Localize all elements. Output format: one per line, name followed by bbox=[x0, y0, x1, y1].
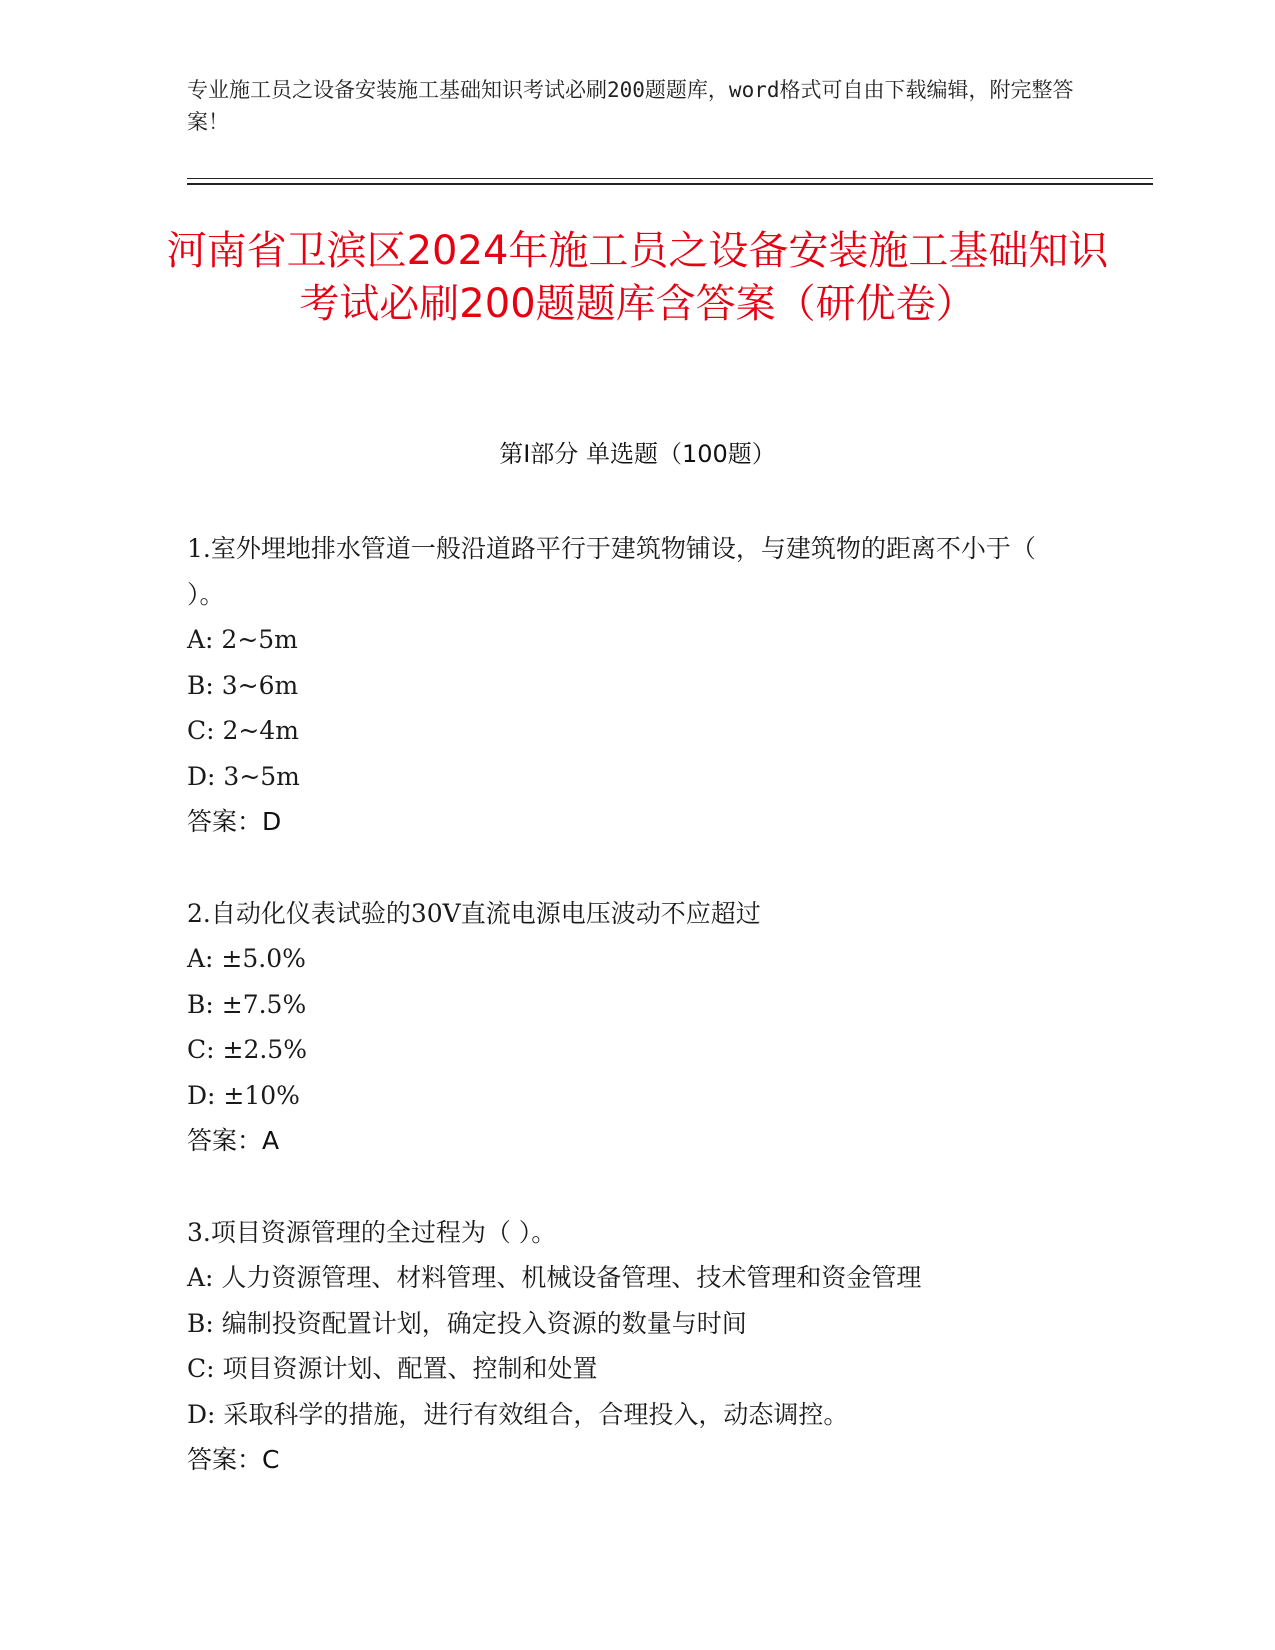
option-d: D: ±10% bbox=[187, 1080, 300, 1110]
option-c: C: 2~4m bbox=[187, 716, 299, 745]
option-c: C: ±2.5% bbox=[187, 1035, 307, 1064]
question-stem: 1.室外埋地排水管道一般沿道路平行于建筑物铺设，与建筑物的距离不小于（ ）。 bbox=[187, 534, 1044, 609]
answer-line: 答案：A bbox=[187, 1126, 280, 1155]
header-rule-top bbox=[187, 178, 1153, 179]
option-a: A: ±5.0% bbox=[187, 944, 306, 973]
question-2 bbox=[187, 891, 1087, 1164]
document-title: 河南省卫滨区2024年施工员之设备安装施工基础知识考试必刷200题题库含答案（研优卷） bbox=[166, 228, 1109, 327]
answer-line: 答案：C bbox=[187, 1445, 280, 1474]
answer-line: 答案：D bbox=[187, 807, 282, 836]
question-1 bbox=[187, 526, 1087, 845]
header-rule-bottom bbox=[187, 183, 1153, 185]
question-list bbox=[187, 526, 1087, 1529]
option-c: C: 项目资源计划、配置、控制和处置 bbox=[187, 1354, 598, 1383]
option-a: A: 人力资源管理、材料管理、机械设备管理、技术管理和资金管理 bbox=[187, 1263, 922, 1292]
question-stem: 3.项目资源管理的全过程为（ ）。 bbox=[187, 1217, 557, 1247]
header-note: 专业施工员之设备安装施工基础知识考试必刷200题题库，word格式可自由下载编辑，附完整答案！ bbox=[187, 78, 1074, 134]
option-b: B: 3~6m bbox=[187, 670, 299, 700]
option-d: D: 采取科学的措施，进行有效组合，合理投入，动态调控。 bbox=[187, 1399, 849, 1429]
option-b: B: ±7.5% bbox=[187, 989, 307, 1019]
option-a: A: 2~5m bbox=[187, 625, 298, 654]
question-3 bbox=[187, 1210, 1087, 1483]
option-d: D: 3~5m bbox=[187, 761, 300, 791]
option-b: B: 编制投资配置计划，确定投入资源的数量与时间 bbox=[187, 1308, 747, 1338]
section-heading: 第I部分 单选题（100题） bbox=[499, 440, 776, 468]
question-stem: 2.自动化仪表试验的30V直流电源电压波动不应超过 bbox=[187, 898, 761, 928]
